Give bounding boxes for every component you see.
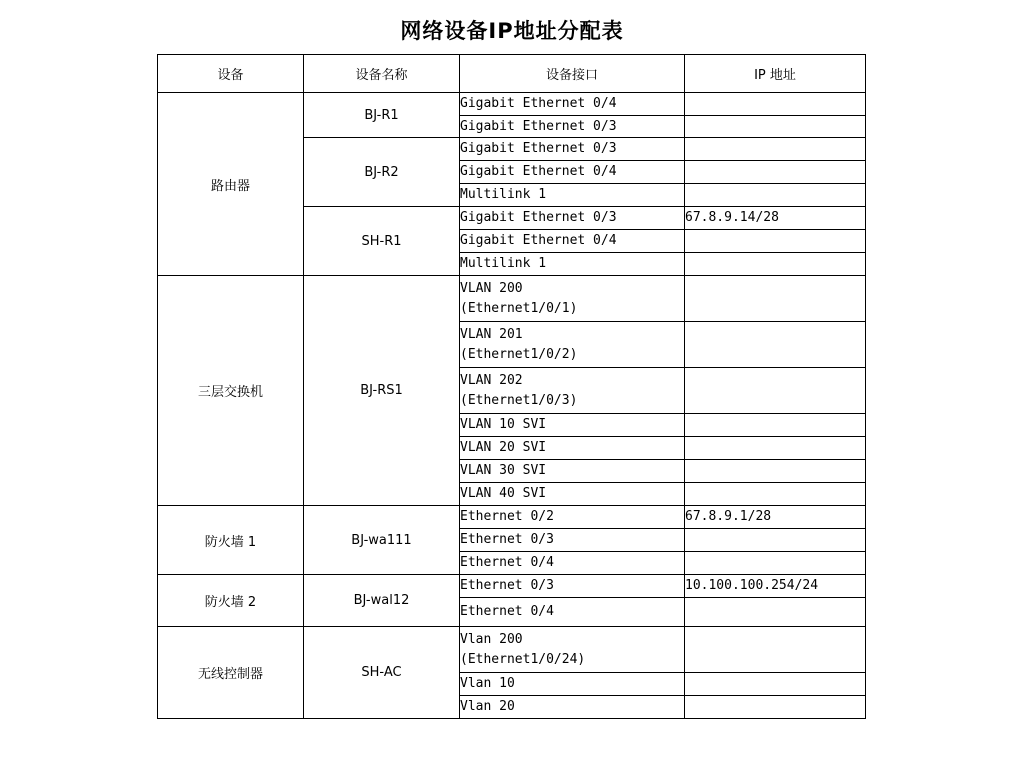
device-name-cell: BJ-R2 <box>304 138 460 207</box>
device-name-cell: BJ-RS1 <box>304 276 460 506</box>
interface-name: Gigabit Ethernet 0/3 <box>460 210 617 225</box>
ip-address-cell <box>685 673 866 696</box>
ip-address-cell <box>685 230 866 253</box>
ip-address-cell <box>685 116 866 138</box>
device-category-cell: 无线控制器 <box>158 627 304 719</box>
interface-name: Ethernet 0/4 <box>460 604 554 619</box>
interface-cell <box>460 138 685 161</box>
interface-name: Gigabit Ethernet 0/3 <box>460 141 617 156</box>
interface-cell <box>460 184 685 207</box>
interface-port: (Ethernet1/0/24) <box>460 651 586 667</box>
ip-address-cell <box>685 598 866 627</box>
interface-name: Vlan 10 <box>460 676 515 691</box>
interface-name: Ethernet 0/3 <box>460 578 554 593</box>
interface-name: Vlan 200 <box>460 631 523 647</box>
ip-address-cell <box>685 529 866 552</box>
table-row <box>158 276 866 322</box>
ip-address-cell <box>685 276 866 322</box>
interface-cell <box>460 161 685 184</box>
ip-address-cell <box>685 253 866 276</box>
interface-cell <box>460 483 685 506</box>
header-device-name: 设备名称 <box>304 55 460 93</box>
interface-name: VLAN 30 SVI <box>460 463 547 478</box>
interface-cell <box>460 598 685 627</box>
interface-cell <box>460 696 685 719</box>
interface-name: VLAN 200 <box>460 280 523 296</box>
interface-cell <box>460 627 685 673</box>
ip-address-cell <box>685 322 866 368</box>
interface-cell <box>460 368 685 414</box>
header-ip: IP 地址 <box>685 55 866 93</box>
interface-cell <box>460 116 685 138</box>
interface-name: Gigabit Ethernet 0/4 <box>460 233 617 248</box>
interface-name: Gigabit Ethernet 0/4 <box>460 164 617 179</box>
interface-name: VLAN 10 SVI <box>460 417 547 432</box>
interface-name: VLAN 201 <box>460 326 523 342</box>
device-category-cell: 路由器 <box>158 93 304 276</box>
interface-name: VLAN 40 SVI <box>460 486 547 501</box>
ip-address-cell <box>685 161 866 184</box>
table-header-row <box>158 55 866 93</box>
interface-port: (Ethernet1/0/3) <box>460 392 578 408</box>
header-device: 设备 <box>158 55 304 93</box>
interface-name: Ethernet 0/3 <box>460 532 554 547</box>
device-name-cell: SH-R1 <box>304 207 460 276</box>
interface-port: (Ethernet1/0/1) <box>460 300 578 316</box>
device-category-cell: 防火墙 2 <box>158 575 304 627</box>
ip-address-cell <box>685 460 866 483</box>
interface-name: Gigabit Ethernet 0/4 <box>460 96 617 111</box>
ip-address-cell <box>685 483 866 506</box>
interface-cell <box>460 529 685 552</box>
ip-address-cell <box>685 437 866 460</box>
ip-address-cell <box>685 368 866 414</box>
interface-cell <box>460 506 685 529</box>
interface-cell <box>460 552 685 575</box>
interface-name: Multilink 1 <box>460 256 547 271</box>
interface-cell <box>460 276 685 322</box>
ip-address-cell: 10.100.100.254/24 <box>685 575 866 598</box>
interface-name: Gigabit Ethernet 0/3 <box>460 118 617 134</box>
ip-address-cell <box>685 138 866 161</box>
interface-cell <box>460 207 685 230</box>
interface-cell <box>460 575 685 598</box>
ip-address-cell: 67.8.9.14/28 <box>685 207 866 230</box>
interface-port: (Ethernet1/0/2) <box>460 346 578 362</box>
ip-allocation-table <box>157 54 866 719</box>
interface-cell <box>460 460 685 483</box>
interface-cell <box>460 414 685 437</box>
interface-name: VLAN 202 <box>460 372 523 388</box>
interface-cell <box>460 230 685 253</box>
device-name-cell: BJ-wal12 <box>304 575 460 627</box>
device-category-cell: 防火墙 1 <box>158 506 304 575</box>
table-row <box>158 627 866 673</box>
interface-cell <box>460 253 685 276</box>
table-row <box>158 506 866 529</box>
ip-address-cell <box>685 93 866 116</box>
page-title: 网络设备IP地址分配表 <box>400 19 624 43</box>
device-name-cell: SH-AC <box>304 627 460 719</box>
interface-cell <box>460 322 685 368</box>
header-interface: 设备接口 <box>460 55 685 93</box>
interface-name: Vlan 20 <box>460 699 515 714</box>
interface-name: Ethernet 0/4 <box>460 555 554 570</box>
table-row <box>158 575 866 598</box>
interface-cell <box>460 93 685 116</box>
device-name-cell: BJ-R1 <box>304 93 460 138</box>
device-category-cell: 三层交换机 <box>158 276 304 506</box>
interface-cell <box>460 673 685 696</box>
ip-address-cell <box>685 696 866 719</box>
ip-address-cell <box>685 552 866 575</box>
interface-cell <box>460 437 685 460</box>
device-name-cell: BJ-wa111 <box>304 506 460 575</box>
ip-address-cell <box>685 414 866 437</box>
table-row <box>158 93 866 116</box>
ip-address-cell <box>685 627 866 673</box>
ip-address-cell: 67.8.9.1/28 <box>685 506 866 529</box>
interface-name: Multilink 1 <box>460 187 547 202</box>
interface-name: Ethernet 0/2 <box>460 509 554 524</box>
interface-name: VLAN 20 SVI <box>460 440 547 455</box>
ip-address-cell <box>685 184 866 207</box>
